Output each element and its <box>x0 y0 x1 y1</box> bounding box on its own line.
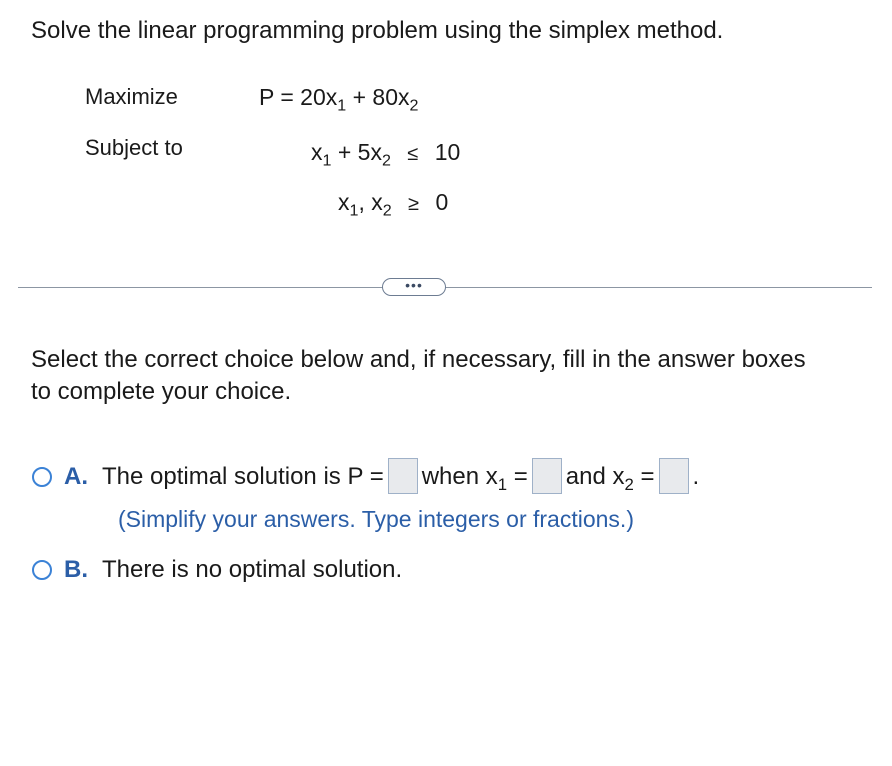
objective-eq: = <box>280 84 294 110</box>
choice-a-text2: when x <box>421 463 498 490</box>
choice-a-sub2: 2 <box>624 474 634 494</box>
more-options-button[interactable]: ••• <box>382 278 446 296</box>
c1-term1: x <box>311 139 323 165</box>
objective-term1: 20x <box>300 84 338 110</box>
choice-b-radio[interactable] <box>32 560 52 580</box>
objective-function <box>259 84 419 115</box>
choice-b <box>32 556 402 584</box>
c1-rhs: 10 <box>434 139 461 165</box>
answer-box-x2[interactable] <box>659 458 689 494</box>
choice-b-text: There is no optimal solution. <box>102 556 403 583</box>
choice-a-text3: and x <box>565 463 625 490</box>
subject-to-label: Subject to <box>85 135 183 160</box>
choice-b-letter: B. <box>64 556 88 583</box>
c2-comma: , <box>358 189 365 215</box>
c2-sub1: 1 <box>349 201 359 220</box>
answer-box-x1[interactable] <box>532 458 562 494</box>
c1-plus: + <box>337 139 352 165</box>
c1-relation: ≤ <box>407 143 419 165</box>
c1-sub1: 1 <box>322 151 332 170</box>
objective-plus: + <box>352 84 367 110</box>
objective-term2: 80x <box>372 84 410 110</box>
choice-a-eq2: = <box>640 463 655 490</box>
instruction-text: Select the correct choice below and, if necessary, fill in the answer boxes to complete your choice. <box>31 346 806 405</box>
choice-a-sub1: 1 <box>497 474 508 494</box>
objective-lhs: P <box>259 84 274 110</box>
c1-term2: 5x <box>357 139 382 165</box>
choice-a-letter: A. <box>64 463 88 490</box>
maximize-label: Maximize <box>85 84 178 109</box>
choice-a <box>32 458 699 494</box>
choice-a-text1: The optimal solution is P = <box>102 463 384 490</box>
choice-a-period: . <box>692 463 700 490</box>
c2-sub2: 2 <box>382 201 392 220</box>
choice-a-eq1: = <box>513 463 528 490</box>
constraint-1 <box>311 139 461 170</box>
question-title: Solve the linear programming problem using the simplex method. <box>31 17 724 44</box>
c2-term1: x <box>338 189 350 215</box>
choice-a-hint: (Simplify your answers. Type integers or fractions.) <box>118 506 634 532</box>
c2-relation: ≥ <box>408 193 420 215</box>
c1-sub2: 2 <box>381 151 391 170</box>
answer-box-p[interactable] <box>388 458 418 494</box>
constraint-2 <box>338 189 449 220</box>
c2-term2: x <box>371 189 383 215</box>
objective-sub1: 1 <box>337 96 347 115</box>
c2-rhs: 0 <box>435 189 449 215</box>
objective-sub2: 2 <box>409 96 419 115</box>
choice-a-radio[interactable] <box>32 467 52 487</box>
